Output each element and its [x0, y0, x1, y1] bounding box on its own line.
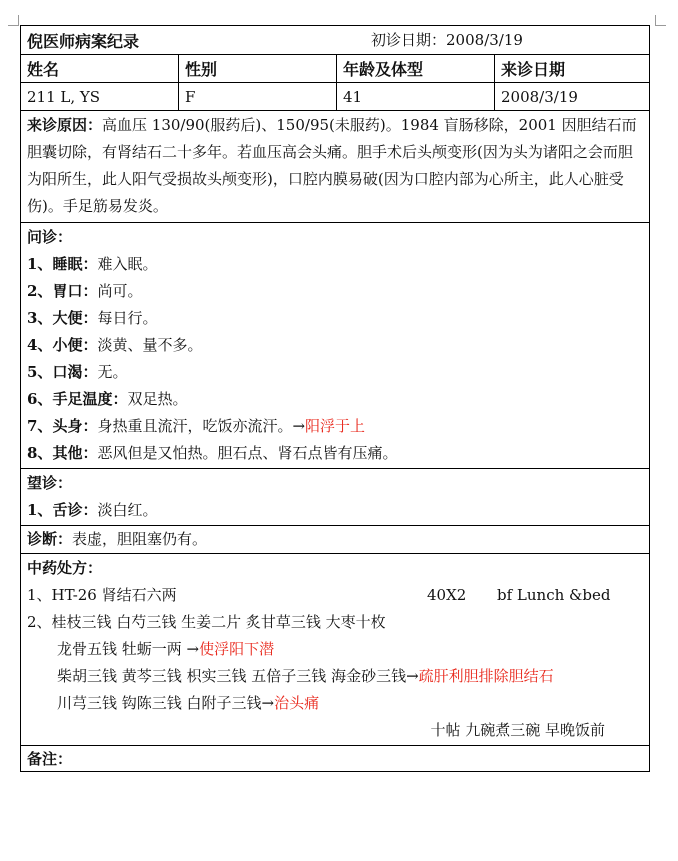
interpretation-note: 疏肝利胆排除胆结石	[418, 667, 554, 685]
inquiry-item: 4、小便：淡黄、量不多。	[27, 336, 203, 354]
first-visit-date: 2008/3/19	[446, 30, 523, 49]
reason-text: 高血压 130/90(服药后)、150/95(未服药)。1984 盲肠移除，2001 因胆结石而胆囊切除，有肾结石二十多年。若血压高会头痛。胆手术后头颅变形(因为头为诸阳之会而胆为阳所生，此人阳气受损故头颅变形)，口腔内膜易破(因为口腔内部为心所主，此人心脏受伤)。手足筋易发炎。	[27, 116, 637, 215]
value-visit-date: 2008/3/19	[495, 83, 650, 111]
prescription-section	[21, 554, 650, 746]
inquiry-item: 1、睡眠：难入眠。	[27, 255, 158, 273]
inquiry-item: 3、大便：每日行。	[27, 309, 158, 327]
header-sex: 性别	[179, 55, 337, 83]
first-visit-label: 初诊日期：	[371, 30, 447, 49]
value-name: 211 L, YS	[21, 83, 179, 111]
inquiry-item: 2、胃口：尚可。	[27, 282, 143, 300]
diagnosis-section	[21, 526, 650, 554]
prescription-label: 中药处方：	[27, 559, 103, 577]
prescription-item-1-timing: bf Lunch &bed	[497, 586, 611, 604]
interpretation-note: 治头痛	[274, 694, 320, 712]
interpretation-note: 阳浮于上	[305, 417, 366, 435]
value-sex: F	[179, 83, 337, 111]
record-title-row	[21, 26, 650, 55]
corner-mark-left	[8, 15, 19, 26]
prescription-line: 2、桂枝三钱 白芍三钱 生姜二片 炙甘草三钱 大枣十枚	[27, 613, 386, 631]
inquiry-section	[21, 223, 650, 469]
header-name: 姓名	[21, 55, 179, 83]
prescription-line: 川芎三钱 钩陈三钱 白附子三钱→治头痛	[57, 694, 320, 712]
inquiry-item: 5、口渴：无。	[27, 363, 128, 381]
inquiry-item: 7、头身：身热重且流汗，吃饭亦流汗。→阳浮于上	[27, 417, 366, 435]
diagnosis-label: 诊断：	[27, 530, 73, 548]
record-title: 倪医师病案纪录	[27, 31, 140, 51]
prescription-line: 龙骨五钱 牡蛎一两 →使浮阳下潜	[57, 640, 275, 658]
reason-label: 来诊原因：	[27, 116, 103, 134]
inquiry-item: 8、其他：恶风但是又怕热。胆石点、肾石点皆有压痛。	[27, 444, 398, 462]
diagnosis-text: 表虚，胆阻塞仍有。	[72, 530, 208, 548]
medical-record-table	[20, 25, 650, 772]
arrow-icon: →	[261, 694, 275, 712]
arrow-icon: →	[406, 667, 419, 685]
reason-section	[21, 111, 650, 223]
inspection-section	[21, 469, 650, 526]
arrow-icon: →	[292, 417, 306, 435]
inquiry-item: 6、手足温度：双足热。	[27, 390, 188, 408]
interpretation-note: 使浮阳下潜	[199, 640, 275, 658]
prescription-item-1-name: HT-26 肾结石六两	[51, 586, 177, 604]
prescription-item-1-dose: 40X2	[427, 586, 467, 604]
corner-mark-right	[655, 15, 666, 26]
remarks-section	[21, 746, 650, 772]
inquiry-label: 问诊：	[27, 228, 73, 246]
inspection-label: 望诊：	[27, 474, 73, 492]
header-visit-date: 来诊日期	[495, 55, 650, 83]
header-age: 年龄及体型	[337, 55, 495, 83]
inspection-item: 1、舌诊：淡白红。	[27, 501, 158, 519]
value-age: 41	[337, 83, 495, 111]
arrow-icon: →	[186, 640, 200, 658]
prescription-footer: 十帖 九碗煮三碗 早晚饭前	[430, 721, 606, 739]
prescription-item-1: 1、HT-26 肾结石六两 40X2 bf Lunch &bed	[27, 582, 643, 609]
first-visit	[371, 29, 523, 50]
remarks-label: 备注：	[27, 750, 73, 768]
prescription-line: 柴胡三钱 黄芩三钱 枳实三钱 五倍子三钱 海金砂三钱→疏肝利胆排除胆结石	[57, 667, 554, 685]
